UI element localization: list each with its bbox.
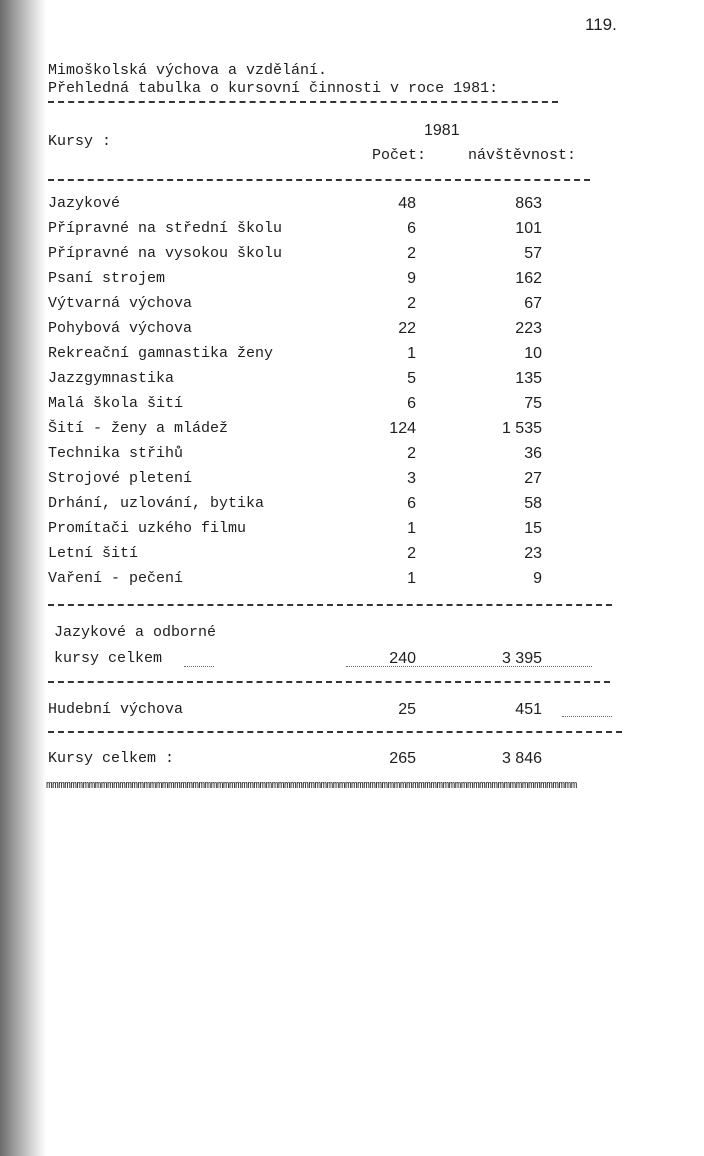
course-attendance: 10 (524, 345, 542, 362)
course-count: 2 (407, 445, 416, 462)
dot-leader (184, 666, 214, 667)
course-count: 1 (407, 570, 416, 587)
year-header: 1981 (424, 122, 460, 139)
course-name: Letní šití (48, 545, 139, 562)
music-rule (48, 731, 622, 733)
course-count: 2 (407, 545, 416, 562)
course-name: Vaření - pečení (48, 570, 184, 587)
subtotal-rule (48, 681, 610, 683)
course-count: 9 (407, 270, 416, 287)
course-attendance: 36 (524, 445, 542, 462)
course-attendance: 101 (515, 220, 542, 237)
header-rule (48, 179, 590, 181)
course-attendance: 9 (533, 570, 542, 587)
course-name: Pohybová výchova (48, 320, 193, 337)
dot-leader (562, 716, 612, 717)
course-name: Drhání, uzlování, bytika (48, 495, 265, 512)
course-name: Strojové pletení (48, 470, 193, 487)
course-name: Přípravné na vysokou školu (48, 245, 283, 262)
total-attendance: 3 846 (501, 750, 542, 767)
course-count: 5 (407, 370, 416, 387)
row-header-label: Kursy : (48, 133, 112, 150)
end-of-table-marks: mmmmmmmmmmmmmmmmmmmmmmmmmmmmmmmmmmmmmmmmmmmmmmmmmmmmmmmmmmmmmmmmmmmmmmmmmmmmmmmmmmmmmmm (46, 780, 577, 792)
heading-rule (48, 101, 558, 103)
subtotal-label-line-2: kursy celkem (54, 650, 163, 667)
course-name: Jazykové (48, 195, 121, 212)
heading-line-2: Přehledná tabulka o kursovní činnosti v roce 1981: (48, 80, 499, 97)
course-attendance: 67 (524, 295, 542, 312)
course-name: Šití - ženy a mládež (48, 420, 229, 437)
course-attendance: 27 (524, 470, 542, 487)
subtotal-label-line-1: Jazykové a odborné (54, 624, 217, 641)
course-name: Jazzgymnastika (48, 370, 175, 387)
course-name: Malá škola šití (48, 395, 184, 412)
course-name: Rekreační gamnastika ženy (48, 345, 274, 362)
music-count: 25 (398, 701, 416, 718)
course-name: Promítači uzkého filmu (48, 520, 247, 537)
binding-shadow (0, 0, 46, 1156)
course-count: 6 (407, 495, 416, 512)
course-count: 1 (407, 520, 416, 537)
course-attendance: 57 (524, 245, 542, 262)
rows-rule (48, 604, 612, 606)
course-count: 1 (407, 345, 416, 362)
course-attendance: 75 (524, 395, 542, 412)
course-attendance: 223 (515, 320, 542, 337)
course-name: Přípravné na střední školu (48, 220, 283, 237)
total-label: Kursy celkem : (48, 750, 175, 767)
course-name: Výtvarná výchova (48, 295, 193, 312)
course-count: 2 (407, 245, 416, 262)
course-count: 2 (407, 295, 416, 312)
course-attendance: 58 (524, 495, 542, 512)
course-name: Technika střihů (48, 445, 184, 462)
total-count: 265 (389, 750, 416, 767)
course-name: Psaní strojem (48, 270, 166, 287)
course-count: 48 (398, 195, 416, 212)
course-attendance: 15 (524, 520, 542, 537)
course-attendance: 162 (515, 270, 542, 287)
heading-line-1: Mimoškolská výchova a vzdělání. (48, 62, 328, 79)
course-attendance: 135 (515, 370, 542, 387)
course-count: 124 (389, 420, 416, 437)
subtotal-count: 240 (389, 650, 416, 667)
course-count: 3 (407, 470, 416, 487)
page-number: 119. (585, 15, 617, 34)
course-count: 22 (398, 320, 416, 337)
music-label: Hudební výchova (48, 701, 184, 718)
music-attendance: 451 (515, 701, 542, 718)
subtotal-attendance: 3 395 (501, 650, 542, 667)
count-column-header: Počet: (372, 147, 427, 164)
course-count: 6 (407, 220, 416, 237)
course-attendance: 863 (515, 195, 542, 212)
course-attendance: 1 535 (501, 420, 542, 437)
attendance-column-header: návštěvnost: (468, 147, 577, 164)
course-attendance: 23 (524, 545, 542, 562)
course-count: 6 (407, 395, 416, 412)
